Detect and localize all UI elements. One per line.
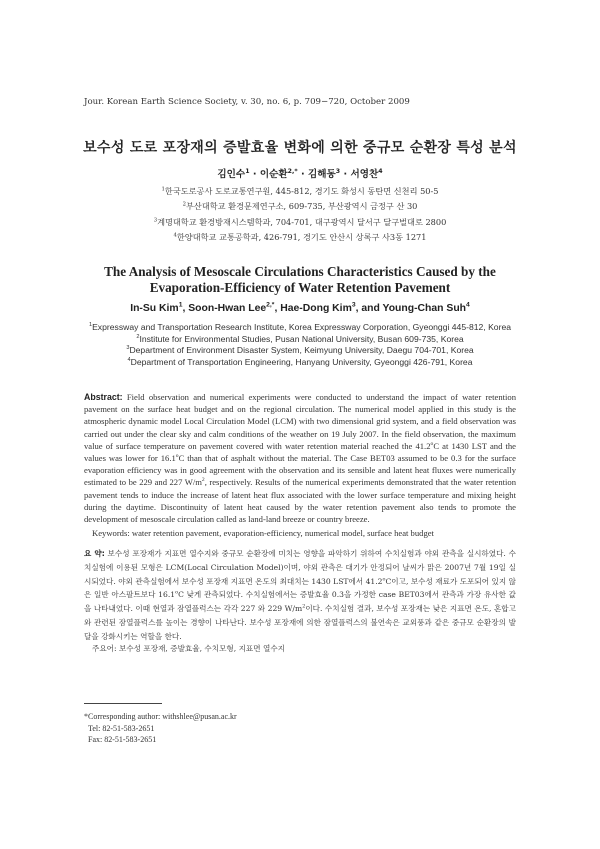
affiliation-ko-3-text: 계명대학교 환경방재시스템학과, 704-701, 대구광역시 달서구 달구벌대로 2800 (157, 216, 447, 227)
degree-sup: o (430, 440, 434, 447)
affiliation-ko-3 (0, 215, 600, 230)
keywords-english: Keywords: water retention pavement, evaporation-efficiency, numerical model, surface heat budget (92, 528, 434, 538)
affiliation-ko-2-text: 부산대학교 환경문제연구소, 609-735, 부산광역시 금정구 산 30 (186, 201, 418, 212)
author-separator: , (182, 303, 189, 314)
affiliation-en-1-sup: 1 (88, 322, 93, 329)
author-separator: , (274, 303, 281, 314)
abstract-label: Abstract: (84, 392, 123, 402)
affiliation-ko-1-sup: 1 (161, 186, 165, 193)
affiliation-en-1-text: Expressway and Transportation Research Institute, Korea Expressway Corporation, Gyeonggi 445-812, Korea (92, 322, 512, 332)
author-en-4: Young-Chan Suh (382, 303, 467, 314)
author-ko-1-sup: 1 (245, 167, 250, 175)
affiliations-korean (0, 184, 600, 246)
square-sup: 2 (302, 603, 306, 610)
footnote-divider (84, 703, 162, 704)
author-en-4-sup: 4 (466, 301, 470, 309)
affiliation-ko-4 (0, 230, 600, 245)
affiliation-en-4-sup: 4 (127, 356, 131, 363)
affiliation-ko-4-sup: 4 (173, 232, 177, 239)
degree-sup: o (175, 589, 179, 596)
author-ko-2: 이순환 (259, 169, 288, 180)
author-separator: · (297, 169, 308, 180)
author-separator: , and (355, 303, 383, 314)
footnote-tel: Tel: 82-51-583-2651 (88, 723, 155, 733)
author-en-3-sup: 3 (351, 301, 356, 309)
author-ko-4: 서영찬 (350, 169, 379, 180)
keywords-korean: 주요어: 보수성 포장재, 증발효율, 수치모형, 지표면 열수지 (92, 644, 285, 653)
abstract-text-3: C than that of asphalt without the material. The Case BET03 assumed to be 0.3 for the surface evaporation efficiency was in good agreement with the observation and its sensible and latent heat fluxes were numerically estimated to be 229 and 227 W/m (84, 453, 516, 488)
author-ko-4-sup: 4 (378, 167, 383, 175)
abstract-text-1: Field observation and numerical experiments were conducted to understand the impact of water retention pavement on the surface heat budget and on the regional circulation. The numerical model applied in this study is the atmospheric dynamic model Local Circulation Model (LCM) with two dimensional grid system, and a field observation was carried out under the clear sky and calm conditions of the weather on 19 July 2007. In the field observation, the maximum value of surface temperature on pavement covered with water retention material reached the 41.2 (84, 392, 516, 451)
author-en-3: Hae-Dong Kim (280, 303, 352, 314)
author-ko-3-sup: 3 (335, 167, 341, 175)
author-ko-2-sup: 2,* (287, 167, 298, 175)
footnote (84, 711, 237, 746)
title-korean: 보수성 도로 포장재의 증발효율 변화에 의한 중규모 순환장 특성 분석 (83, 140, 517, 156)
affiliation-ko-1-text: 한국도로공사 도로교통연구원, 445-812, 경기도 화성시 동탄면 신천리 50-5 (164, 186, 439, 196)
square-sup: 2 (201, 477, 205, 484)
affiliation-en-3-text: Department of Environment Disaster System, Keimyung University, Daegu 704-701, Korea (129, 345, 474, 356)
affiliation-en-1 (0, 322, 600, 334)
title-english (0, 264, 600, 296)
title-english-line-1: The Analysis of Mesoscale Circulations Characteristics Caused by the (104, 264, 496, 279)
author-en-2-sup: 2,* (266, 301, 275, 309)
authors-korean (0, 166, 600, 180)
abstract-ko-label: 요 약: (84, 549, 105, 558)
title-english-line-2: Evaporation-Efficiency of Water Retention Pavement (149, 280, 451, 295)
abstract-ko-text-1: 보수성 포장재가 지표면 열수지와 중규모 순환장에 미치는 영향을 파악하기 위하여 수치실험과 야외 관측을 실시하였다. 수치실험에 이용된 모형은 LCM(Local Circulation Model)이며, 야외 관측은 대기가 안정되어 날씨가 맑은 2007년 7월 19일 실시되었다. 야외 관측실험에서 보수성 포장재 지표면 온도의 최대치는 1430 LST에서 41.2 (84, 549, 516, 586)
journal-citation: Jour. Korean Earth Science Society, v. 30, no. 6, p. 709−720, October 2009 (84, 97, 410, 107)
affiliation-en-4 (0, 357, 600, 369)
affiliation-en-3 (0, 345, 600, 357)
affiliation-en-2 (0, 334, 600, 346)
affiliations-english (0, 322, 600, 368)
affiliation-ko-2-sup: 2 (182, 201, 187, 208)
abstract-english (84, 391, 516, 525)
footnote-fax: Fax: 82-51-583-2651 (88, 735, 157, 745)
author-ko-3: 김해동 (307, 169, 336, 180)
abstract-text-2: C at 1430 LST and the values was lower for 16.1 (84, 440, 516, 464)
author-en-1: In-Su Kim (130, 303, 179, 314)
authors-english (0, 303, 600, 314)
affiliation-ko-1 (0, 184, 600, 199)
abstract-text-4: , respectively. Results of the numerical experiments demonstrated that the water retention pavement tends to induce the increase of latent heat flux associated with the lower surface temperature and mixing height during the daytime. Discontinuity of latent heat caused by the water retention pavement also tends to promote the development of mesoscale circulation called as land-land breeze or country breeze. (84, 477, 516, 525)
degree-sup: o (175, 453, 179, 460)
author-en-2: Soon-Hwan Lee (188, 303, 267, 314)
author-separator: · (249, 169, 260, 180)
footnote-corresponding-author: *Corresponding author: withshlee@pusan.ac.kr (84, 712, 237, 721)
author-separator: · (340, 169, 351, 180)
degree-sup: o (382, 576, 386, 583)
affiliation-ko-3-sup: 3 (153, 217, 158, 224)
affiliation-en-3-sup: 3 (126, 345, 130, 352)
abstract-ko-text-3: C 낮게 관측되었다. 수치실험에서는 증발효율 0.3을 가정한 case BET03에서 관측과 가장 유사한 값을 나타내었다. 이때 현열과 잠열플럭스는 각각 227 와 229 W/m (84, 590, 517, 614)
affiliation-en-2-sup: 2 (136, 333, 140, 340)
author-en-1-sup: 1 (178, 301, 183, 309)
abstract-ko-text-4: 이다. 수치실험 결과, 보수성 포장재는 낮은 지표면 온도, 혼합고와 관련된 잠열플럭스를 높이는 경향이 나타난다. 보수성 포장재에 의한 잠열플럭스의 불연속은 교외풍과 같은 중규모 순환장의 발달을 강화시키는 역할을 한다. (84, 604, 516, 641)
author-ko-1: 김인수 (217, 169, 246, 180)
affiliation-en-4-text: Department of Transportation Engineering, Hanyang University, Gyeonggi 426-791, Korea (130, 356, 473, 367)
affiliation-en-2-text: Institute for Environmental Studies, Pusan National University, Busan 609-735, Korea (139, 333, 464, 344)
affiliation-ko-4-text: 한양대학교 교통공학과, 426-791, 경기도 안산시 상록구 사3동 1271 (176, 232, 427, 243)
abstract-korean (84, 547, 516, 644)
abstract-ko-text-2: C이고, 보수성 재료가 도포되어 있지 않은 일반 아스팔트보다 16.1 (84, 576, 516, 600)
affiliation-ko-2 (0, 199, 600, 214)
